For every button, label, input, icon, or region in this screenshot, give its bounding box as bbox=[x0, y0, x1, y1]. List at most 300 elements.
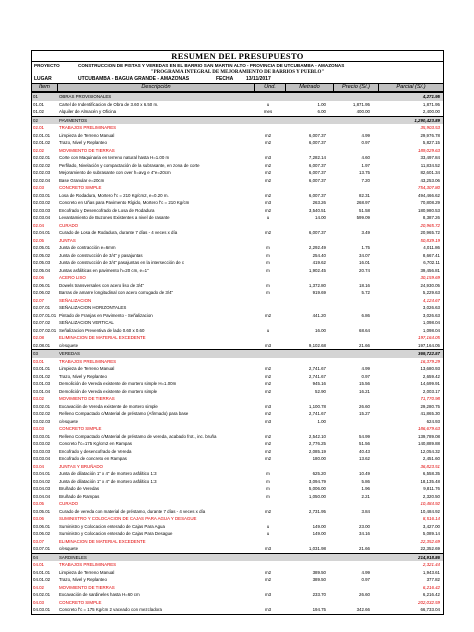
project-row bbox=[32, 62, 443, 69]
table-row bbox=[32, 440, 443, 448]
description-cell: Concreto en Uñas para Pavimento Rígido, Mortero f'c = 210 Kg/cm bbox=[59, 200, 190, 205]
quantity-cell: 149.00 bbox=[312, 523, 326, 529]
subtotal-cell: 2,659.42 bbox=[422, 373, 440, 379]
subsection-row bbox=[32, 538, 443, 546]
description-cell: TRABAJOS PRELIMINARES bbox=[59, 358, 117, 364]
description-cell: Encofrado y Desencofrado de Losa de Rodadura bbox=[59, 207, 155, 213]
unit-cell: m bbox=[266, 471, 270, 476]
quantity-cell bbox=[283, 334, 330, 342]
quantity-cell bbox=[283, 147, 330, 155]
quantity-cell: 6.00 bbox=[317, 109, 326, 114]
item-cell: 02.03.03 bbox=[33, 207, 51, 213]
description-cell: c/esquete bbox=[59, 342, 79, 348]
project-value: CONSTRUCCION DE PISTAS Y VEREDAS EN EL BARRIO SAN MARTIN ALTO - PROVINCIA DE UTCUBAMBA - AMAZONAS bbox=[78, 63, 345, 68]
subsection-row bbox=[32, 515, 443, 523]
table-row bbox=[32, 508, 443, 516]
item-cell: 02.07.01.01 bbox=[33, 312, 57, 318]
description-cell: CONCRETO SIMPLE bbox=[59, 426, 102, 431]
table-row bbox=[32, 304, 443, 312]
price-cell: 1.96 bbox=[361, 486, 370, 491]
item-cell: 02.05.01 bbox=[33, 245, 51, 250]
quantity-cell bbox=[283, 599, 330, 607]
price-cell: 23.00 bbox=[359, 523, 370, 529]
description-cell: Limpieza de Terreno Manual bbox=[59, 132, 115, 138]
subtotal-cell: 189,029.63 bbox=[418, 147, 440, 153]
description-cell: Concreto f'c=175 Kg/cm2 en Rampas bbox=[59, 441, 132, 446]
quantity-cell: 6,007.37 bbox=[308, 230, 326, 235]
subtotal-cell: 24,930.05 bbox=[420, 282, 440, 288]
price-cell: 4.99 bbox=[361, 366, 370, 371]
unit-cell bbox=[253, 184, 283, 192]
quantity-cell: 7,282.14 bbox=[308, 155, 326, 160]
description-cell: Demolición de Vereda existente de mortero simple H=1.00m bbox=[59, 381, 177, 386]
subtotal-cell: 180,980.53 bbox=[418, 207, 440, 213]
quantity-cell: 2,741.67 bbox=[308, 366, 326, 371]
item-cell: 02.02 bbox=[33, 147, 44, 153]
price-cell: 51.56 bbox=[359, 441, 370, 446]
table-row bbox=[32, 108, 443, 116]
description-cell: CONCRETO SIMPLE bbox=[59, 599, 102, 605]
table-row bbox=[32, 229, 443, 237]
description-cell: Trazo, Nivel y Replanteo bbox=[59, 373, 107, 379]
subtotal-cell: 6,558.35 bbox=[422, 471, 440, 476]
item-cell: 03.07.01 bbox=[33, 546, 51, 551]
description-cell: Junta de dilatación 1" x 4" de mortero asfáltico 1:3 bbox=[59, 478, 157, 484]
subtotal-cell: 4,124.67 bbox=[422, 297, 440, 303]
price-cell: 6.86 bbox=[361, 312, 370, 318]
unit-cell: u bbox=[266, 101, 270, 107]
unit-cell: m2 bbox=[264, 162, 272, 168]
price-cell: 34.16 bbox=[359, 531, 370, 536]
price-cell bbox=[330, 515, 374, 523]
subtotal-cell: 5,089.14 bbox=[422, 531, 440, 536]
description-cell: c/esquete bbox=[59, 546, 79, 551]
price-cell: 1.97 bbox=[361, 162, 370, 168]
table-row bbox=[32, 591, 443, 599]
item-cell: 03.05 bbox=[33, 501, 44, 506]
quantity-cell: 149.00 bbox=[312, 531, 326, 536]
subtotal-cell: 13,680.93 bbox=[420, 366, 440, 371]
price-cell bbox=[330, 184, 374, 192]
subtotal-cell: 29,280.75 bbox=[420, 403, 440, 409]
quantity-cell: 1,902.45 bbox=[308, 267, 326, 273]
description-cell: Base Granular e=20cm bbox=[59, 177, 105, 183]
subtotal-cell: 16,379.29 bbox=[420, 358, 440, 364]
item-cell: 02.05.04 bbox=[33, 267, 51, 273]
price-cell: 18.16 bbox=[359, 282, 370, 288]
item-cell: 01 bbox=[33, 94, 38, 99]
subsection-row bbox=[32, 463, 443, 471]
unit-cell: m3 bbox=[264, 418, 272, 424]
table-header bbox=[31, 83, 444, 92]
price-cell bbox=[330, 147, 374, 155]
description-cell: MOVIMIENTO DE TIERRAS bbox=[59, 396, 115, 401]
item-cell: 02.02.04 bbox=[33, 177, 51, 183]
item-cell: 03.03.01 bbox=[33, 433, 51, 439]
unit-cell: m3 bbox=[264, 592, 272, 597]
quantity-cell: 2,741.67 bbox=[308, 373, 326, 379]
unit-cell: m2 bbox=[264, 569, 272, 575]
table-row bbox=[32, 312, 443, 320]
quantity-cell bbox=[283, 538, 330, 546]
quantity-cell bbox=[283, 463, 330, 471]
item-cell: 04.02 bbox=[33, 584, 44, 590]
unit-cell: m2 bbox=[264, 366, 272, 371]
item-cell: 03 bbox=[33, 351, 38, 356]
price-cell bbox=[330, 561, 374, 569]
item-cell: 02.06.01 bbox=[33, 282, 51, 288]
subtotal-cell: 5,827.15 bbox=[422, 140, 440, 145]
subtotal-cell: 494,466.62 bbox=[418, 192, 440, 198]
quantity-cell: 2,542.10 bbox=[308, 433, 326, 439]
subsection-row bbox=[32, 124, 443, 132]
description-cell: Limpieza de Terreno Manual bbox=[59, 569, 115, 575]
subsection-row bbox=[32, 274, 443, 282]
quantity-cell: 389.50 bbox=[312, 577, 326, 582]
quantity-cell: 2,731.95 bbox=[308, 508, 326, 514]
description-cell: Losa de Rodadura, Mortero f'c = 210 Kg/cm2, e=0.20 m. bbox=[59, 192, 169, 198]
subtotal-cell: 197,164.05 bbox=[418, 342, 440, 348]
price-cell bbox=[330, 297, 374, 305]
description-cell: Corte con Maquinaria en terreno natural hasta H=1.00 m bbox=[59, 155, 170, 160]
price-cell: 3.84 bbox=[361, 508, 370, 514]
subtotal-cell: 3,026.63 bbox=[422, 305, 440, 310]
quantity-cell bbox=[283, 425, 330, 433]
subtotal-cell: 30,159.69 bbox=[420, 275, 440, 280]
col-item: Item bbox=[32, 84, 58, 91]
subtotal-cell: 50,839.19 bbox=[420, 237, 440, 243]
unit-cell bbox=[253, 561, 283, 569]
description-cell: SUMINISTRO Y COLOCACION DE CAJAS PARA AGUA Y DESAGUE bbox=[59, 516, 197, 521]
price-cell: 21.66 bbox=[359, 342, 370, 348]
price-cell: 40.43 bbox=[359, 448, 370, 454]
table-row bbox=[32, 470, 443, 478]
unit-cell: m3 bbox=[264, 155, 272, 160]
subtotal-cell: 20,965.72 bbox=[420, 230, 440, 235]
col-price: Precio (S/.) bbox=[334, 84, 379, 91]
table-row bbox=[32, 192, 443, 200]
unit-cell bbox=[253, 463, 283, 471]
date-value: 13/11/2017 bbox=[246, 76, 271, 82]
subtotal-cell: 10,484.92 bbox=[420, 508, 440, 514]
unit-cell bbox=[253, 147, 283, 155]
col-unit: Und. bbox=[255, 84, 286, 91]
unit-cell bbox=[253, 124, 283, 132]
project-header bbox=[31, 61, 444, 83]
table-row bbox=[32, 214, 443, 222]
price-cell bbox=[330, 222, 374, 230]
description-cell: Junta de construcción de 3/4" y pasajuntas bbox=[59, 252, 143, 258]
unit-cell: mes bbox=[263, 109, 273, 114]
quantity-cell bbox=[283, 222, 330, 230]
subsection-row bbox=[32, 297, 443, 305]
unit-cell: m2 bbox=[264, 381, 272, 386]
price-cell: 0.97 bbox=[361, 577, 370, 582]
subtotal-cell: 369,722.57 bbox=[418, 351, 440, 356]
description-cell: CURADO bbox=[59, 501, 79, 506]
subsection-row bbox=[32, 358, 443, 366]
price-cell: 34.07 bbox=[359, 252, 370, 258]
price-cell: 1.75 bbox=[361, 245, 370, 250]
unit-cell bbox=[253, 350, 283, 358]
unit-cell: m3 bbox=[264, 200, 272, 205]
description-cell: VEREDAS bbox=[59, 351, 80, 356]
price-cell: 0.97 bbox=[361, 373, 370, 379]
price-cell: 5.86 bbox=[361, 478, 370, 484]
item-cell: 03.01.02 bbox=[33, 373, 51, 379]
quantity-cell bbox=[283, 500, 330, 508]
subtotal-cell: 214,918.86 bbox=[418, 554, 440, 560]
subtotal-cell: 22,352.69 bbox=[420, 538, 440, 544]
item-cell: 02.02.01 bbox=[33, 155, 51, 160]
description-cell: Suministro y Colocacion enterado de Cajas Para Agua bbox=[59, 523, 165, 529]
description-cell: Perfilado, Nivelación y compactación de la subrasante, en zona de corte bbox=[59, 162, 200, 168]
item-cell: 03.04.04 bbox=[33, 493, 51, 499]
table-row bbox=[32, 380, 443, 388]
description-cell: MOVIMIENTO DE TIERRAS bbox=[59, 147, 115, 153]
col-quantity: Metrado bbox=[286, 84, 334, 91]
unit-cell: m3 bbox=[264, 403, 272, 409]
item-cell: 03.05.01 bbox=[33, 508, 51, 514]
subsection-row bbox=[32, 425, 443, 433]
description-cell: Relleno Compactado c/Material de préstamo de vereda, acabado frot., inc. bruña bbox=[59, 433, 217, 439]
item-cell: 03.03.04 bbox=[33, 456, 51, 461]
price-cell bbox=[330, 554, 374, 562]
unit-cell bbox=[253, 304, 283, 312]
item-cell: 03.06.01 bbox=[33, 523, 51, 529]
subtotal-cell: 12,054.32 bbox=[420, 448, 440, 454]
price-cell: 54.99 bbox=[359, 433, 370, 439]
unit-cell bbox=[253, 584, 283, 592]
quantity-cell: 419.62 bbox=[312, 260, 326, 265]
quantity-cell: 263.26 bbox=[312, 200, 326, 205]
item-cell: 02.03.02 bbox=[33, 200, 51, 205]
subtotal-cell: 4,011.86 bbox=[423, 245, 440, 250]
unit-cell bbox=[253, 222, 283, 230]
price-cell: 2.21 bbox=[361, 493, 370, 499]
subtotal-cell: 1,290,423.89 bbox=[414, 117, 440, 123]
unit-cell bbox=[253, 500, 283, 508]
item-cell: 02.07.01 bbox=[33, 305, 51, 310]
description-cell: Excavación de Vereda existente de mortero simple bbox=[59, 403, 158, 409]
quantity-cell: 389.50 bbox=[312, 569, 326, 575]
item-cell: 03.03.02 bbox=[33, 441, 51, 446]
price-cell bbox=[330, 350, 374, 358]
item-cell: 02.02.02 bbox=[33, 162, 51, 168]
item-cell: 03.01 bbox=[33, 358, 44, 364]
item-cell: 04 bbox=[33, 554, 38, 560]
description-cell: Junta de contracción e=6mm bbox=[59, 245, 116, 250]
table-row bbox=[32, 244, 443, 252]
item-cell: 02.07 bbox=[33, 297, 44, 303]
table-row bbox=[32, 403, 443, 411]
item-cell: 03.02 bbox=[33, 396, 44, 401]
item-cell: 02.01.02 bbox=[33, 140, 51, 145]
table-row bbox=[32, 319, 443, 327]
price-cell bbox=[330, 584, 374, 592]
quantity-cell: 2,292.49 bbox=[308, 245, 326, 250]
item-cell: 02.06.02 bbox=[33, 290, 51, 295]
quantity-cell bbox=[283, 515, 330, 523]
description-cell: Encofrado y desencofrado de Vereda bbox=[59, 448, 132, 454]
unit-cell: u bbox=[266, 523, 270, 529]
budget-sheet bbox=[31, 50, 444, 615]
description-cell: Cartel de Indentificacion de Obra de 3.60 x 6.50 m. bbox=[59, 101, 159, 107]
table-row bbox=[32, 478, 443, 486]
subsection-row bbox=[32, 147, 443, 155]
quantity-cell: 1.00 bbox=[317, 418, 326, 424]
price-cell: 16.21 bbox=[359, 388, 370, 394]
description-cell: Relleno Compactado c/Material de préstamo (Afirmado) para base bbox=[59, 411, 189, 416]
quantity-cell: 1,100.78 bbox=[308, 403, 326, 409]
price-cell bbox=[330, 124, 374, 132]
unit-cell: m bbox=[266, 478, 270, 484]
quantity-cell bbox=[283, 584, 330, 592]
program-name: "PROGRAMA INTEGRAL DE MEJORAMIENTO DE BARRIOS Y PUEBLO" bbox=[150, 70, 325, 75]
description-cell: Junta de construcción de 3/4" pasajuntas en la intersección de c bbox=[59, 260, 185, 265]
quantity-cell bbox=[283, 304, 330, 312]
item-cell: 03.06 bbox=[33, 516, 44, 521]
quantity-cell: 2,776.25 bbox=[308, 441, 326, 446]
table-row bbox=[32, 418, 443, 426]
quantity-cell: 1,031.98 bbox=[308, 546, 326, 551]
item-cell: 02.05.03 bbox=[33, 260, 51, 265]
table-row bbox=[32, 342, 443, 350]
item-cell: 04.01 bbox=[33, 562, 44, 567]
unit-cell: m3 bbox=[264, 546, 272, 551]
item-cell: 03.01.01 bbox=[33, 366, 51, 371]
subsection-row bbox=[32, 561, 443, 569]
subtotal-cell: 14,699.91 bbox=[420, 381, 440, 386]
price-cell: 13.75 bbox=[359, 170, 370, 175]
price-cell: 15.27 bbox=[359, 411, 370, 416]
description-cell: ACERO LISO bbox=[59, 275, 86, 280]
subtotal-cell: 377.82 bbox=[426, 577, 440, 582]
item-cell: 03.04.03 bbox=[33, 486, 51, 491]
unit-cell bbox=[253, 334, 283, 342]
description-cell: CONCRETO SIMPLE bbox=[59, 185, 102, 190]
price-cell bbox=[330, 500, 374, 508]
table-row bbox=[32, 373, 443, 381]
unit-cell bbox=[253, 425, 283, 433]
quantity-cell: 3,094.79 bbox=[308, 478, 326, 484]
price-cell bbox=[330, 93, 374, 101]
subtotal-cell: 6,216.42 bbox=[422, 592, 440, 597]
description-cell: Alquiler de Almacén y Oficina bbox=[59, 109, 117, 114]
subtotal-cell: 41,865.30 bbox=[420, 411, 440, 416]
item-cell: 04.01.01 bbox=[33, 569, 51, 575]
description-cell: SEÑALIZACION HORIZONTALES bbox=[59, 305, 127, 310]
description-cell: Curado de Losa de Rodadura, durante 7 días - 4 veces x día bbox=[59, 230, 178, 235]
item-cell: 04.03 bbox=[33, 599, 44, 605]
description-cell: Barras de amarre longitudinal con acero corrugado de 3/4" bbox=[59, 290, 174, 295]
quantity-cell: 16.00 bbox=[315, 327, 326, 333]
price-cell bbox=[330, 334, 374, 342]
subtotal-cell: 9,811.76 bbox=[423, 486, 440, 491]
quantity-cell bbox=[283, 554, 330, 562]
quantity-cell: 254.40 bbox=[312, 252, 326, 258]
quantity-cell bbox=[283, 274, 330, 282]
description-cell: Excavación de sardineles hasta H=60 cm bbox=[59, 592, 140, 597]
price-cell: 20.74 bbox=[359, 267, 370, 273]
unit-cell: m2 bbox=[264, 508, 272, 514]
subsection-row bbox=[32, 334, 443, 342]
unit-cell: m2 bbox=[264, 170, 272, 175]
price-cell: 400.00 bbox=[356, 109, 370, 114]
item-cell: 03.02.01 bbox=[33, 403, 51, 409]
subtotal-cell: 1,943.61 bbox=[422, 569, 440, 575]
item-cell: 03.02.02 bbox=[33, 411, 51, 416]
unit-cell: m2 bbox=[264, 456, 272, 461]
item-cell: 02.03.04 bbox=[33, 215, 51, 220]
quantity-cell bbox=[283, 124, 330, 132]
table-row bbox=[32, 282, 443, 290]
table-row bbox=[32, 199, 443, 207]
quantity-cell bbox=[283, 117, 330, 125]
description-cell: JUNTAS bbox=[59, 237, 76, 243]
subtotal-cell: 2,320.50 bbox=[422, 493, 440, 499]
table-row bbox=[32, 289, 443, 297]
item-cell: 02 bbox=[33, 117, 38, 123]
subtotal-cell: 70,808.29 bbox=[420, 200, 440, 205]
quantity-cell: 1.00 bbox=[317, 101, 326, 107]
quantity-cell: 5,006.00 bbox=[308, 486, 326, 491]
subtotal-cell: 186,679.63 bbox=[418, 426, 440, 431]
unit-cell: m bbox=[266, 290, 270, 295]
quantity-cell: 6,007.37 bbox=[308, 192, 326, 198]
unit-cell: u bbox=[266, 215, 270, 220]
quantity-cell: 625.20 bbox=[312, 471, 326, 476]
quantity-cell: 919.69 bbox=[312, 290, 326, 295]
subtotal-cell: 39,456.81 bbox=[420, 267, 440, 273]
subtotal-cell: 1,098.04 bbox=[422, 320, 440, 325]
quantity-cell bbox=[283, 237, 330, 245]
table-row bbox=[32, 327, 443, 335]
quantity-cell: 945.16 bbox=[312, 381, 326, 386]
description-cell: SARDINELES bbox=[59, 554, 87, 560]
subtotal-cell: 29,976.78 bbox=[420, 132, 440, 138]
subtotal-cell: 1,871.95 bbox=[422, 101, 440, 107]
subtotal-cell: 6,216.42 bbox=[422, 584, 440, 590]
unit-cell: m2 bbox=[264, 441, 272, 446]
item-cell: 03.04 bbox=[33, 463, 44, 469]
unit-cell bbox=[253, 297, 283, 305]
unit-cell bbox=[253, 93, 283, 101]
price-cell: 15.56 bbox=[359, 381, 370, 386]
price-cell bbox=[330, 274, 374, 282]
location-label: LUGAR bbox=[34, 76, 52, 82]
unit-cell bbox=[253, 395, 283, 403]
subtotal-cell: 2,451.60 bbox=[422, 456, 440, 461]
unit-cell: u bbox=[266, 327, 270, 333]
unit-cell: m3 bbox=[264, 607, 272, 612]
price-cell: 16.01 bbox=[359, 260, 370, 265]
item-cell: 02.04.01 bbox=[33, 230, 51, 235]
unit-cell: m2 bbox=[264, 448, 272, 454]
table-row bbox=[32, 162, 443, 170]
item-cell: 04.03.01 bbox=[33, 607, 51, 612]
table-row bbox=[32, 455, 443, 463]
description-cell: Trazo, Nivel y Replanteo bbox=[59, 577, 107, 582]
item-cell: 03.04.02 bbox=[33, 478, 51, 484]
unit-cell: m2 bbox=[264, 192, 272, 198]
subtotal-cell: 197,164.05 bbox=[418, 335, 440, 340]
unit-cell bbox=[253, 515, 283, 523]
subsection-row bbox=[32, 395, 443, 403]
price-cell bbox=[330, 463, 374, 471]
budget-table-body bbox=[31, 92, 444, 615]
unit-cell bbox=[253, 599, 283, 607]
